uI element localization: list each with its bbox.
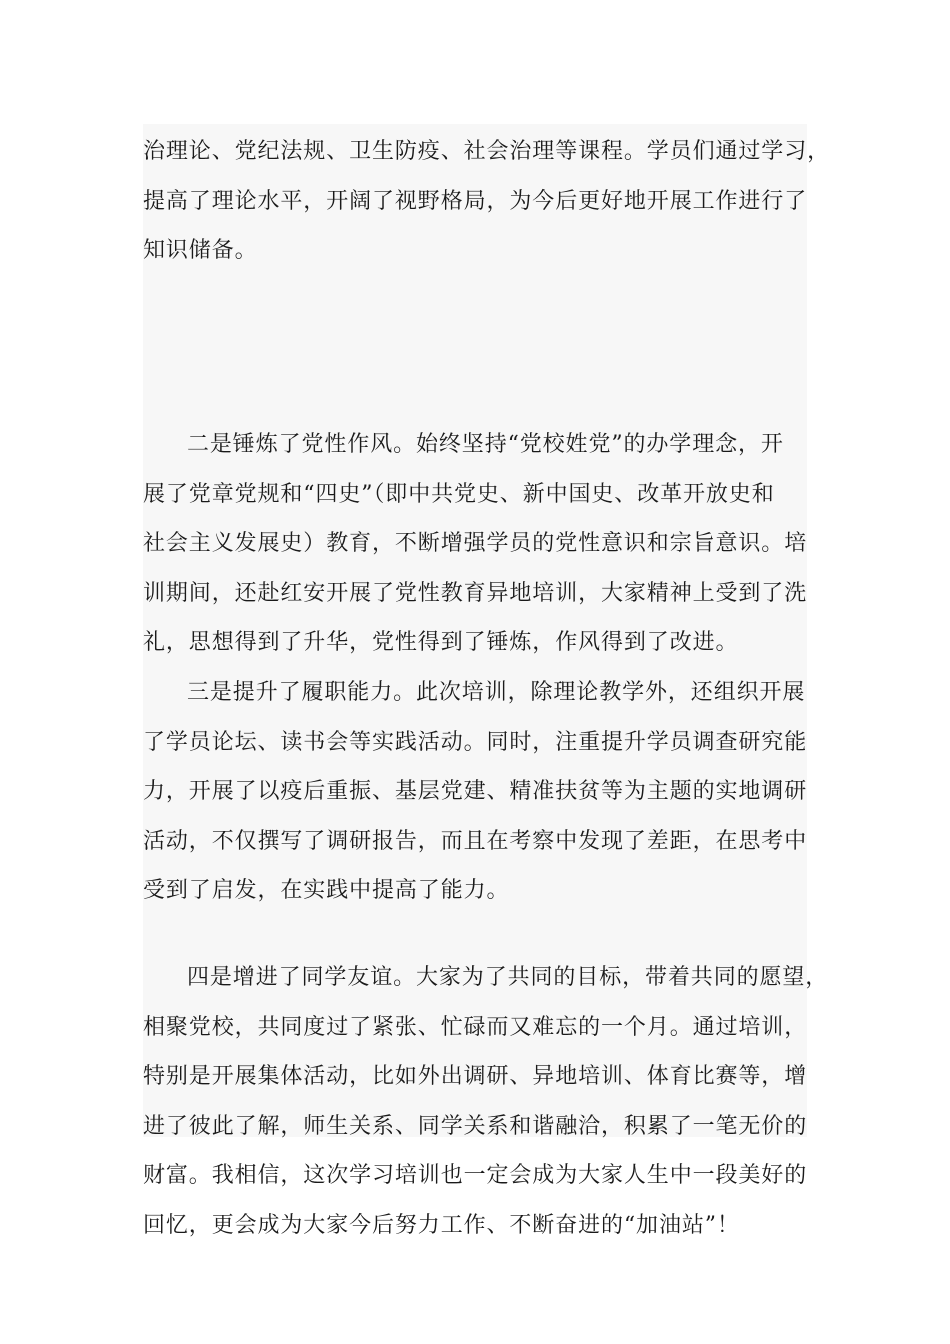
paragraph-capability [143,668,807,916]
text-line: 活动，不仅撰写了调研报告，而且在考察中发现了差距，在思考中 [143,828,808,854]
text-line: 三是提升了履职能力。此次培训，除理论教学外，还组织开展 [187,680,806,705]
text-line: 了学员论坛、读书会等实践活动。同时，注重提升学员调查研究能 [143,729,808,755]
text-line: 训期间，还赴红安开展了党性教育异地培训，大家精神上受到了洗 [143,580,808,606]
text-line: 知识储备。 [143,238,258,263]
text-line: 二是锤炼了党性作风。始终坚持“党校姓党”的办学理念，开 [187,432,784,457]
text-line: 提高了理论水平，开阔了视野格局，为今后更好地开展工作进行了 [143,188,808,214]
document-body [143,124,831,1238]
text-line: 社会主义发展史）教育，不断增强学员的党性意识和宗旨意识。培 [143,531,808,556]
text-line: 相聚党校，共同度过了紧张、忙碌而又难忘的一个月。通过培训， [143,1014,808,1040]
text-line: 回忆，更会成为大家今后努力工作、不断奋进的“加油站”！ [143,1212,740,1238]
text-line: 治理论、党纪法规、卫生防疫、社会治理等课程。学员们通过学习， [143,139,831,164]
paragraph-party-spirit [143,420,807,668]
text-line: 展了党章党规和“四史”（即中共党史、新中国史、改革开放史和 [143,481,775,507]
text-line: 财富。我相信，这次学习培训也一定会成为大家人生中一段美好的 [143,1163,808,1188]
text-line: 受到了启发，在实践中提高了能力。 [143,878,510,903]
text-line: 特别是开展集体活动，比如外出调研、异地培训、体育比赛等，增 [143,1064,808,1089]
text-line: 进了彼此了解，师生关系、同学关系和谐融洽，积累了一笔无价的 [143,1113,808,1139]
text-line: 力，开展了以疫后重振、基层党建、精准扶贫等为主题的实地调研 [143,779,808,804]
paragraph-friendship [143,953,829,1250]
text-line: 四是增进了同学友谊。大家为了共同的目标，带着共同的愿望， [187,965,829,990]
text-line: 礼，思想得到了升华，党性得到了锤炼，作风得到了改进。 [143,630,739,655]
paragraph-course-content [143,127,831,276]
